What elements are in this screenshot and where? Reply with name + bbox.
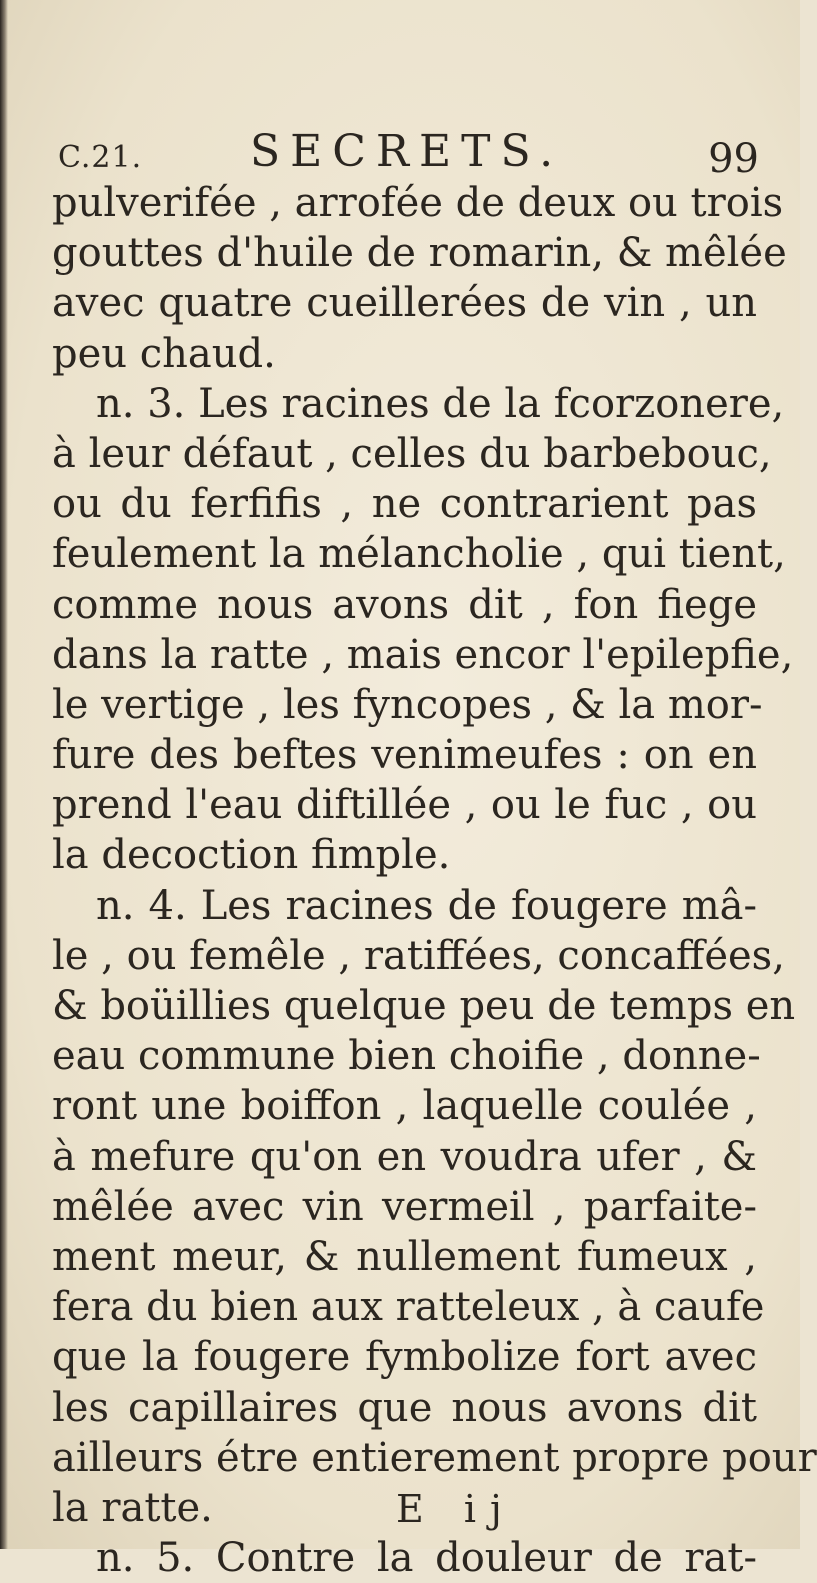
text-line: ront une boiffon , laquelle coulée ,	[52, 1083, 757, 1130]
text-line: comme nous avons dit , fon fiege	[52, 581, 757, 628]
text-line: feulement la mélancholie , qui tient,	[52, 531, 786, 578]
text-line: dans la ratte , mais encor l'epilepfie,	[52, 631, 794, 678]
text-line: la ratte.	[52, 1484, 213, 1531]
text-line: ment meur, & nullement fumeux ,	[52, 1233, 757, 1280]
text-line: avec quatre cueillerées de vin , un	[52, 280, 757, 327]
text-line: pulverifée , arrofée de deux ou trois	[52, 180, 784, 226]
text-line: mêlée avec vin vermeil , parfaite-	[52, 1183, 757, 1230]
text-line: fera du bien aux ratteleux , à caufe	[52, 1284, 765, 1331]
text-line: les capillaires que nous avons dit	[52, 1384, 757, 1431]
text-line: n. 5. Contre la douleur de rat-	[96, 1535, 757, 1582]
running-title: SECRETS.	[250, 126, 564, 177]
text-line: le , ou femêle , ratiffées, concaffées,	[52, 932, 785, 979]
text-line: & boüillies quelque peu de temps en	[52, 983, 796, 1029]
body-text	[52, 178, 817, 1583]
page-number: 99	[708, 136, 759, 182]
text-line: la decoction fimple.	[52, 832, 451, 879]
text-line: le vertige , les fyncopes , & la mor-	[52, 681, 763, 728]
text-line: eau commune bien choifie , donne-	[52, 1033, 761, 1080]
text-line: n. 3. Les racines de la fcorzonere,	[96, 380, 785, 427]
text-line: à mefure qu'on en voudra ufer , &	[52, 1133, 757, 1180]
text-line: gouttes d'huile de romarin, & mêlée	[52, 230, 787, 277]
text-line: ailleurs étre entierement propre pour	[52, 1434, 817, 1481]
signature-catchword: E ij	[396, 1487, 516, 1531]
text-line: ou du ferfifis , ne contrarient pas	[52, 481, 757, 528]
binding-edge	[0, 0, 8, 1549]
text-line: fure des beftes venimeufes : on en	[52, 732, 757, 779]
text-line: prend l'eau diftillée , ou le fuc , ou	[52, 782, 757, 829]
page-header	[44, 126, 759, 186]
text-line: que la fougere fymbolize fort avec	[52, 1334, 757, 1381]
text-line: peu chaud.	[52, 330, 276, 377]
text-line: n. 4. Les racines de fougere mâ-	[96, 882, 757, 929]
text-line: à leur défaut , celles du barbebouc,	[52, 430, 772, 477]
signature-mark: C.21.	[58, 140, 143, 175]
